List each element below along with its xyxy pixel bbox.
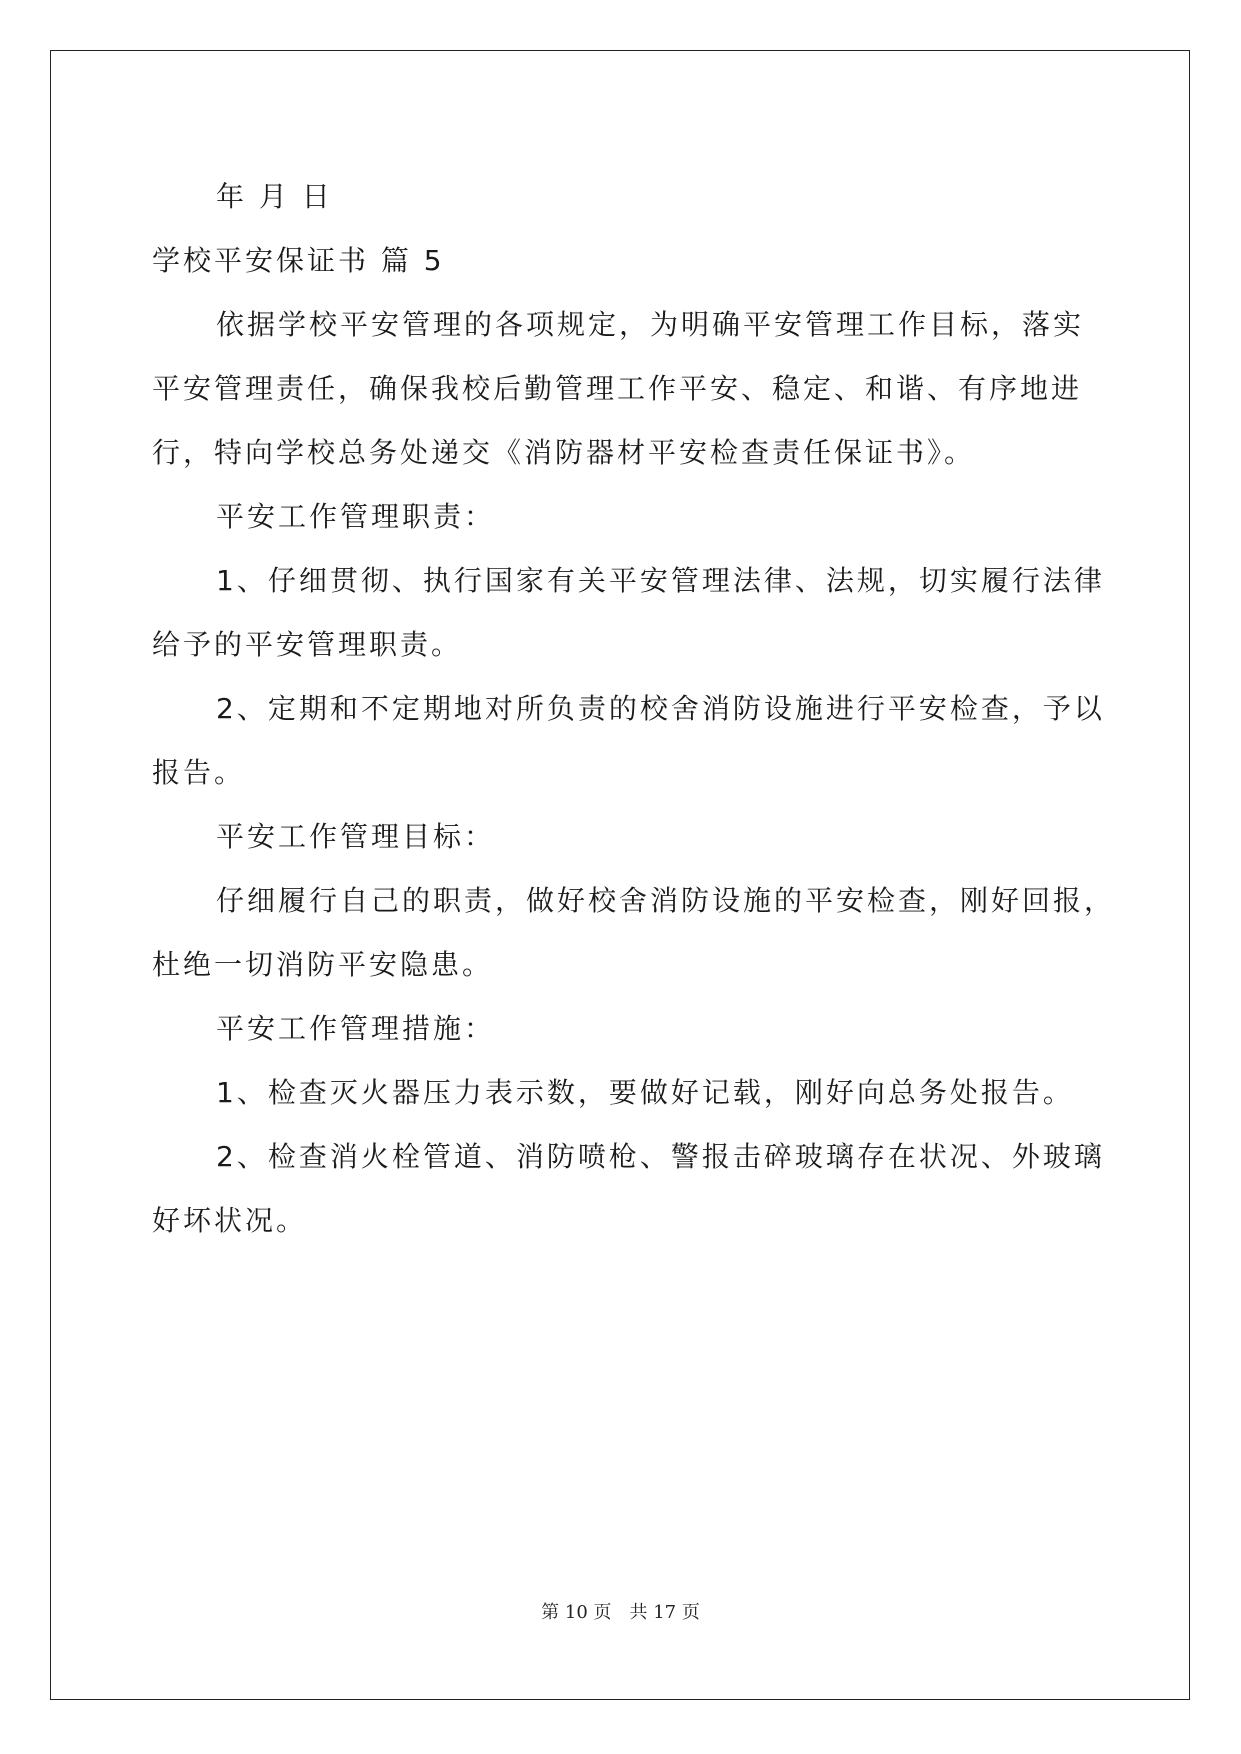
page-number: 第 10 页 xyxy=(541,1602,612,1623)
measure-item-2: 2、检查消火栓管道、消防喷枪、警报击碎玻璃存在状况、外玻璃 xyxy=(216,1140,1105,1173)
paragraph-line: 平安管理责任，确保我校后勤管理工作平安、稳定、和谐、有序地进 xyxy=(152,372,1083,405)
page-total: 共 17 页 xyxy=(629,1602,700,1623)
section-title: 学校平安保证书 篇 5 xyxy=(152,244,445,277)
measure-item-2-cont: 好坏状况。 xyxy=(152,1204,308,1237)
goal-line-cont: 杜绝一切消防平安隐患。 xyxy=(152,948,494,981)
paragraph-line: 行，特向学校总务处递交《消防器材平安检查责任保证书》。 xyxy=(152,436,976,469)
heading-goals: 平安工作管理目标： xyxy=(216,820,496,853)
measure-item-1: 1、检查灭火器压力表示数，要做好记载，刚好向总务处报告。 xyxy=(216,1076,1074,1109)
duty-item-2: 2、定期和不定期地对所负责的校舍消防设施进行平安检查，予以 xyxy=(216,692,1105,725)
duty-item-2-cont: 报告。 xyxy=(152,756,246,789)
page-footer xyxy=(0,1598,1241,1624)
heading-duties: 平安工作管理职责： xyxy=(216,500,496,533)
date-line: 年 月 日 xyxy=(216,180,333,213)
duty-item-1-cont: 给予的平安管理职责。 xyxy=(152,628,463,661)
duty-item-1: 1、仔细贯彻、执行国家有关平安管理法律、法规，切实履行法律 xyxy=(216,564,1105,597)
heading-measures: 平安工作管理措施： xyxy=(216,1012,496,1045)
goal-line: 仔细履行自己的职责，做好校舍消防设施的平安检查，刚好回报， xyxy=(216,884,1116,917)
paragraph-line: 依据学校平安管理的各项规定，为明确平安管理工作目标，落实 xyxy=(216,308,1085,341)
document-body xyxy=(152,165,1116,1253)
